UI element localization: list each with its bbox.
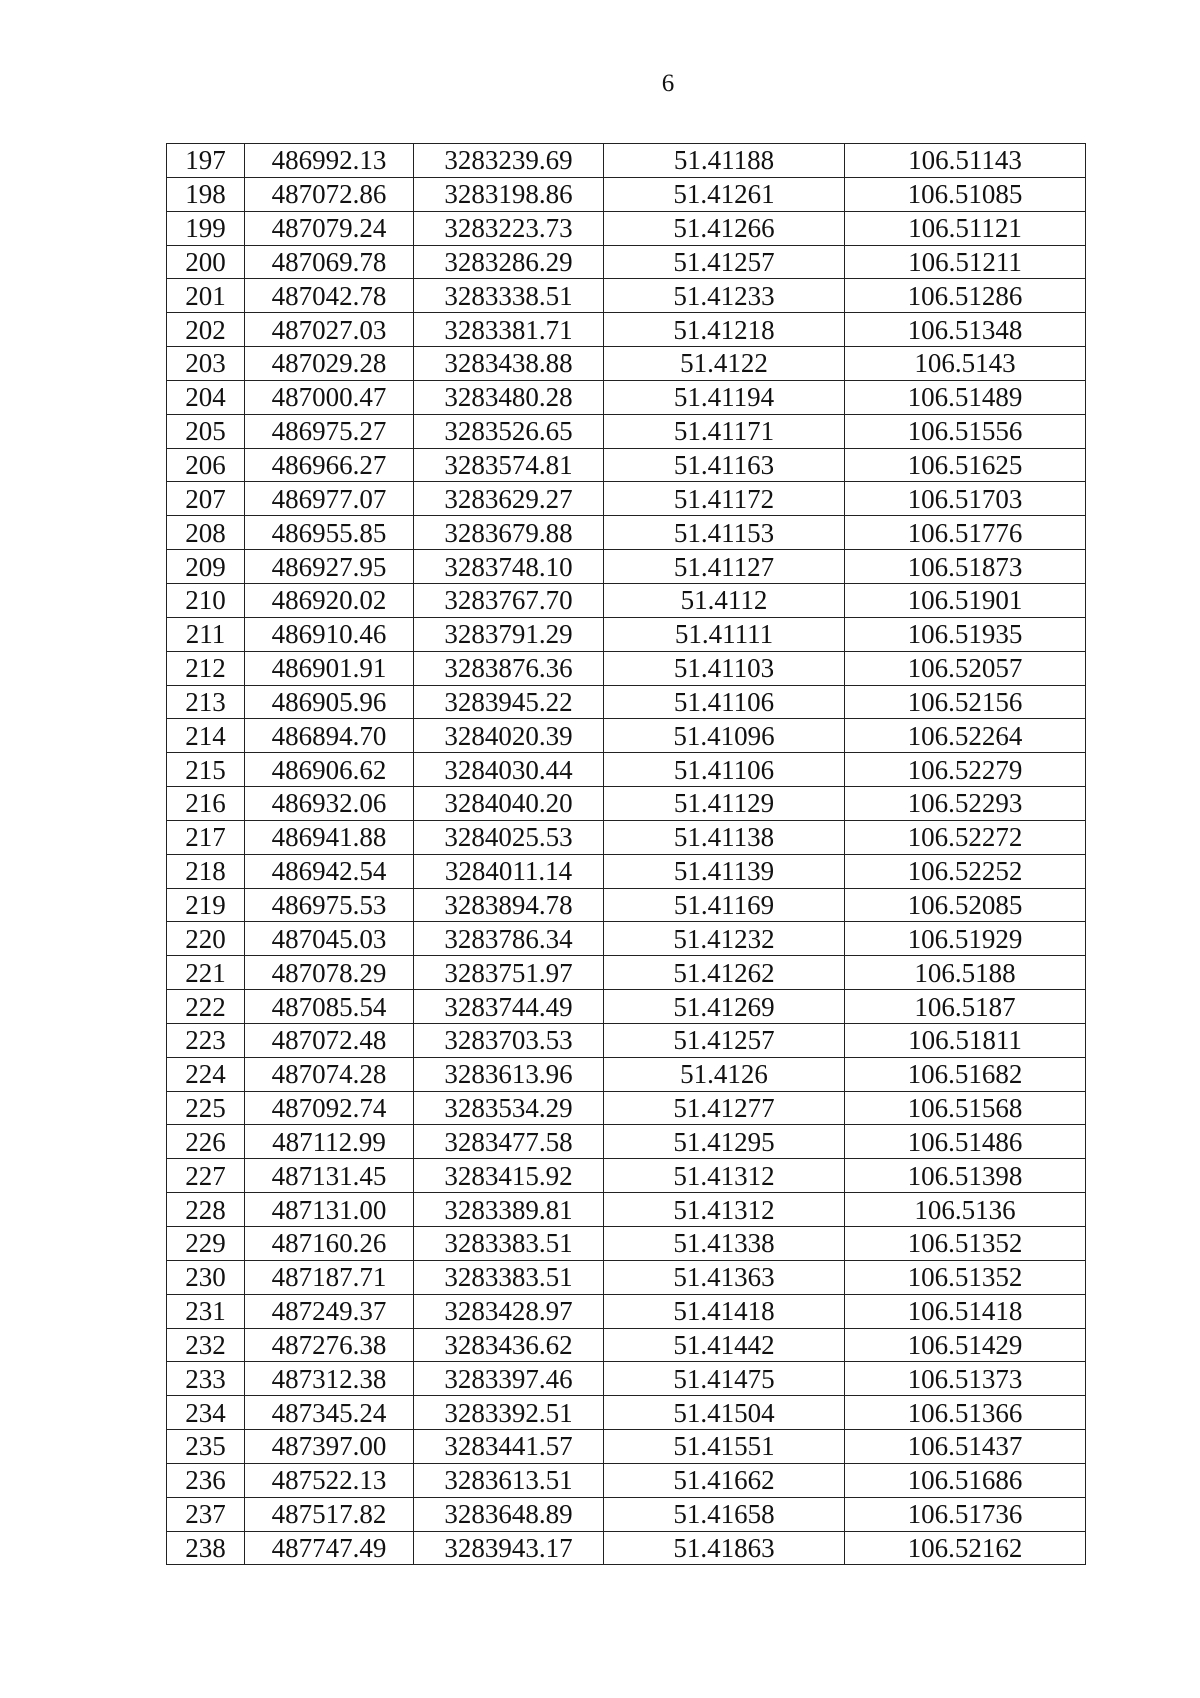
latitude-cell: 51.41338 [604,1227,845,1261]
y-coordinate-cell: 3284030.44 [414,753,604,787]
y-coordinate-cell: 3284025.53 [414,820,604,854]
longitude-cell: 106.5188 [845,956,1086,990]
x-coordinate-cell: 487249.37 [245,1294,414,1328]
table-row [167,685,1086,719]
x-coordinate-cell: 487312.38 [245,1362,414,1396]
longitude-cell: 106.51703 [845,482,1086,516]
table-row [167,854,1086,888]
y-coordinate-cell: 3283751.97 [414,956,604,990]
longitude-cell: 106.52057 [845,651,1086,685]
y-coordinate-cell: 3283223.73 [414,211,604,245]
table-row [167,448,1086,482]
longitude-cell: 106.5143 [845,347,1086,381]
latitude-cell: 51.41551 [604,1430,845,1464]
point-number-cell: 204 [167,380,245,414]
x-coordinate-cell: 487085.54 [245,990,414,1024]
point-number-cell: 198 [167,177,245,211]
point-number-cell: 231 [167,1294,245,1328]
point-number-cell: 233 [167,1362,245,1396]
point-number-cell: 199 [167,211,245,245]
latitude-cell: 51.4122 [604,347,845,381]
y-coordinate-cell: 3283436.62 [414,1328,604,1362]
table-row [167,144,1086,178]
y-coordinate-cell: 3283383.51 [414,1227,604,1261]
latitude-cell: 51.41261 [604,177,845,211]
longitude-cell: 106.51568 [845,1091,1086,1125]
y-coordinate-cell: 3283786.34 [414,922,604,956]
y-coordinate-cell: 3283286.29 [414,245,604,279]
y-coordinate-cell: 3283397.46 [414,1362,604,1396]
latitude-cell: 51.41266 [604,211,845,245]
y-coordinate-cell: 3284011.14 [414,854,604,888]
y-coordinate-cell: 3284040.20 [414,787,604,821]
latitude-cell: 51.41111 [604,617,845,651]
latitude-cell: 51.41363 [604,1260,845,1294]
table-row [167,1227,1086,1261]
longitude-cell: 106.51373 [845,1362,1086,1396]
longitude-cell: 106.51811 [845,1023,1086,1057]
longitude-cell: 106.51686 [845,1463,1086,1497]
table-row [167,990,1086,1024]
table-row [167,888,1086,922]
latitude-cell: 51.41218 [604,313,845,347]
point-number-cell: 223 [167,1023,245,1057]
point-number-cell: 218 [167,854,245,888]
x-coordinate-cell: 487131.45 [245,1159,414,1193]
latitude-cell: 51.41863 [604,1531,845,1565]
latitude-cell: 51.41129 [604,787,845,821]
x-coordinate-cell: 487074.28 [245,1057,414,1091]
table-row [167,414,1086,448]
table-row [167,1463,1086,1497]
point-number-cell: 229 [167,1227,245,1261]
longitude-cell: 106.51489 [845,380,1086,414]
point-number-cell: 206 [167,448,245,482]
x-coordinate-cell: 486955.85 [245,516,414,550]
coordinates-table [166,143,1086,1565]
x-coordinate-cell: 486941.88 [245,820,414,854]
table-row [167,617,1086,651]
latitude-cell: 51.41418 [604,1294,845,1328]
y-coordinate-cell: 3283392.51 [414,1396,604,1430]
point-number-cell: 200 [167,245,245,279]
x-coordinate-cell: 487072.86 [245,177,414,211]
x-coordinate-cell: 487345.24 [245,1396,414,1430]
point-number-cell: 212 [167,651,245,685]
x-coordinate-cell: 487078.29 [245,956,414,990]
y-coordinate-cell: 3283744.49 [414,990,604,1024]
page-number: 6 [661,70,675,97]
y-coordinate-cell: 3283876.36 [414,651,604,685]
table-row [167,1497,1086,1531]
longitude-cell: 106.51776 [845,516,1086,550]
latitude-cell: 51.41106 [604,685,845,719]
latitude-cell: 51.41096 [604,719,845,753]
latitude-cell: 51.4112 [604,583,845,617]
x-coordinate-cell: 486920.02 [245,583,414,617]
table-row [167,211,1086,245]
longitude-cell: 106.52264 [845,719,1086,753]
longitude-cell: 106.51085 [845,177,1086,211]
latitude-cell: 51.4126 [604,1057,845,1091]
latitude-cell: 51.41257 [604,245,845,279]
y-coordinate-cell: 3283791.29 [414,617,604,651]
point-number-cell: 215 [167,753,245,787]
y-coordinate-cell: 3283389.81 [414,1193,604,1227]
x-coordinate-cell: 487045.03 [245,922,414,956]
x-coordinate-cell: 487000.47 [245,380,414,414]
latitude-cell: 51.41188 [604,144,845,178]
table-row [167,719,1086,753]
table-row [167,245,1086,279]
table-row [167,753,1086,787]
longitude-cell: 106.51935 [845,617,1086,651]
longitude-cell: 106.52162 [845,1531,1086,1565]
latitude-cell: 51.41138 [604,820,845,854]
table-row [167,787,1086,821]
latitude-cell: 51.41504 [604,1396,845,1430]
latitude-cell: 51.41262 [604,956,845,990]
longitude-cell: 106.52156 [845,685,1086,719]
y-coordinate-cell: 3283648.89 [414,1497,604,1531]
table-row [167,279,1086,313]
x-coordinate-cell: 487276.38 [245,1328,414,1362]
point-number-cell: 209 [167,550,245,584]
latitude-cell: 51.41163 [604,448,845,482]
x-coordinate-cell: 487092.74 [245,1091,414,1125]
x-coordinate-cell: 487112.99 [245,1125,414,1159]
point-number-cell: 214 [167,719,245,753]
y-coordinate-cell: 3283526.65 [414,414,604,448]
point-number-cell: 219 [167,888,245,922]
longitude-cell: 106.5187 [845,990,1086,1024]
x-coordinate-cell: 486932.06 [245,787,414,821]
latitude-cell: 51.41233 [604,279,845,313]
x-coordinate-cell: 487029.28 [245,347,414,381]
longitude-cell: 106.51121 [845,211,1086,245]
latitude-cell: 51.41194 [604,380,845,414]
latitude-cell: 51.41257 [604,1023,845,1057]
x-coordinate-cell: 486977.07 [245,482,414,516]
longitude-cell: 106.52293 [845,787,1086,821]
table-row [167,347,1086,381]
point-number-cell: 205 [167,414,245,448]
latitude-cell: 51.41295 [604,1125,845,1159]
x-coordinate-cell: 487522.13 [245,1463,414,1497]
longitude-cell: 106.51929 [845,922,1086,956]
table-row [167,1362,1086,1396]
y-coordinate-cell: 3283415.92 [414,1159,604,1193]
point-number-cell: 228 [167,1193,245,1227]
x-coordinate-cell: 487397.00 [245,1430,414,1464]
point-number-cell: 237 [167,1497,245,1531]
latitude-cell: 51.41269 [604,990,845,1024]
latitude-cell: 51.41139 [604,854,845,888]
longitude-cell: 106.51429 [845,1328,1086,1362]
y-coordinate-cell: 3283383.51 [414,1260,604,1294]
latitude-cell: 51.41103 [604,651,845,685]
point-number-cell: 207 [167,482,245,516]
x-coordinate-cell: 487187.71 [245,1260,414,1294]
latitude-cell: 51.41475 [604,1362,845,1396]
point-number-cell: 221 [167,956,245,990]
y-coordinate-cell: 3283438.88 [414,347,604,381]
latitude-cell: 51.41277 [604,1091,845,1125]
x-coordinate-cell: 487131.00 [245,1193,414,1227]
y-coordinate-cell: 3283477.58 [414,1125,604,1159]
table-row [167,380,1086,414]
longitude-cell: 106.51352 [845,1260,1086,1294]
y-coordinate-cell: 3283338.51 [414,279,604,313]
x-coordinate-cell: 486966.27 [245,448,414,482]
x-coordinate-cell: 486906.62 [245,753,414,787]
longitude-cell: 106.51682 [845,1057,1086,1091]
y-coordinate-cell: 3283198.86 [414,177,604,211]
latitude-cell: 51.41662 [604,1463,845,1497]
y-coordinate-cell: 3283945.22 [414,685,604,719]
point-number-cell: 234 [167,1396,245,1430]
point-number-cell: 202 [167,313,245,347]
x-coordinate-cell: 486942.54 [245,854,414,888]
table-row [167,820,1086,854]
y-coordinate-cell: 3283441.57 [414,1430,604,1464]
latitude-cell: 51.41171 [604,414,845,448]
y-coordinate-cell: 3283534.29 [414,1091,604,1125]
x-coordinate-cell: 486901.91 [245,651,414,685]
latitude-cell: 51.41312 [604,1159,845,1193]
point-number-cell: 213 [167,685,245,719]
point-number-cell: 216 [167,787,245,821]
latitude-cell: 51.41312 [604,1193,845,1227]
table-row [167,922,1086,956]
point-number-cell: 197 [167,144,245,178]
x-coordinate-cell: 486894.70 [245,719,414,753]
table-row [167,1294,1086,1328]
latitude-cell: 51.41658 [604,1497,845,1531]
x-coordinate-cell: 486975.53 [245,888,414,922]
point-number-cell: 224 [167,1057,245,1091]
table-row [167,651,1086,685]
x-coordinate-cell: 487072.48 [245,1023,414,1057]
x-coordinate-cell: 486910.46 [245,617,414,651]
point-number-cell: 210 [167,583,245,617]
point-number-cell: 211 [167,617,245,651]
table-row [167,177,1086,211]
table-row [167,1091,1086,1125]
point-number-cell: 222 [167,990,245,1024]
y-coordinate-cell: 3283679.88 [414,516,604,550]
latitude-cell: 51.41106 [604,753,845,787]
longitude-cell: 106.51286 [845,279,1086,313]
table-row [167,1125,1086,1159]
table-row [167,1193,1086,1227]
point-number-cell: 217 [167,820,245,854]
longitude-cell: 106.51348 [845,313,1086,347]
longitude-cell: 106.51736 [845,1497,1086,1531]
table-row [167,482,1086,516]
table-row [167,313,1086,347]
table-row [167,583,1086,617]
table-row [167,1430,1086,1464]
point-number-cell: 227 [167,1159,245,1193]
y-coordinate-cell: 3283894.78 [414,888,604,922]
y-coordinate-cell: 3283703.53 [414,1023,604,1057]
x-coordinate-cell: 487027.03 [245,313,414,347]
point-number-cell: 208 [167,516,245,550]
y-coordinate-cell: 3283480.28 [414,380,604,414]
point-number-cell: 225 [167,1091,245,1125]
y-coordinate-cell: 3283428.97 [414,1294,604,1328]
table-row [167,956,1086,990]
point-number-cell: 232 [167,1328,245,1362]
x-coordinate-cell: 487517.82 [245,1497,414,1531]
x-coordinate-cell: 487160.26 [245,1227,414,1261]
longitude-cell: 106.52272 [845,820,1086,854]
x-coordinate-cell: 487079.24 [245,211,414,245]
longitude-cell: 106.5136 [845,1193,1086,1227]
x-coordinate-cell: 487069.78 [245,245,414,279]
longitude-cell: 106.51211 [845,245,1086,279]
latitude-cell: 51.41169 [604,888,845,922]
longitude-cell: 106.51625 [845,448,1086,482]
point-number-cell: 203 [167,347,245,381]
point-number-cell: 230 [167,1260,245,1294]
longitude-cell: 106.52085 [845,888,1086,922]
longitude-cell: 106.51352 [845,1227,1086,1261]
longitude-cell: 106.51418 [845,1294,1086,1328]
table-row [167,516,1086,550]
table-row [167,1159,1086,1193]
x-coordinate-cell: 486927.95 [245,550,414,584]
point-number-cell: 238 [167,1531,245,1565]
latitude-cell: 51.41172 [604,482,845,516]
x-coordinate-cell: 487747.49 [245,1531,414,1565]
table-row [167,1057,1086,1091]
x-coordinate-cell: 487042.78 [245,279,414,313]
latitude-cell: 51.41232 [604,922,845,956]
point-number-cell: 220 [167,922,245,956]
table-row [167,1023,1086,1057]
longitude-cell: 106.51901 [845,583,1086,617]
point-number-cell: 235 [167,1430,245,1464]
y-coordinate-cell: 3283748.10 [414,550,604,584]
y-coordinate-cell: 3283613.51 [414,1463,604,1497]
y-coordinate-cell: 3283943.17 [414,1531,604,1565]
longitude-cell: 106.51873 [845,550,1086,584]
point-number-cell: 226 [167,1125,245,1159]
table-row [167,1260,1086,1294]
longitude-cell: 106.52252 [845,854,1086,888]
y-coordinate-cell: 3284020.39 [414,719,604,753]
longitude-cell: 106.51437 [845,1430,1086,1464]
point-number-cell: 201 [167,279,245,313]
table-row [167,550,1086,584]
table-row [167,1396,1086,1430]
latitude-cell: 51.41153 [604,516,845,550]
y-coordinate-cell: 3283381.71 [414,313,604,347]
table-row [167,1328,1086,1362]
longitude-cell: 106.51366 [845,1396,1086,1430]
latitude-cell: 51.41442 [604,1328,845,1362]
x-coordinate-cell: 486992.13 [245,144,414,178]
y-coordinate-cell: 3283629.27 [414,482,604,516]
table-row [167,1531,1086,1565]
y-coordinate-cell: 3283574.81 [414,448,604,482]
coordinates-table-body [167,144,1086,1565]
y-coordinate-cell: 3283239.69 [414,144,604,178]
point-number-cell: 236 [167,1463,245,1497]
longitude-cell: 106.51556 [845,414,1086,448]
x-coordinate-cell: 486905.96 [245,685,414,719]
latitude-cell: 51.41127 [604,550,845,584]
longitude-cell: 106.52279 [845,753,1086,787]
longitude-cell: 106.51486 [845,1125,1086,1159]
y-coordinate-cell: 3283767.70 [414,583,604,617]
y-coordinate-cell: 3283613.96 [414,1057,604,1091]
longitude-cell: 106.51143 [845,144,1086,178]
longitude-cell: 106.51398 [845,1159,1086,1193]
x-coordinate-cell: 486975.27 [245,414,414,448]
